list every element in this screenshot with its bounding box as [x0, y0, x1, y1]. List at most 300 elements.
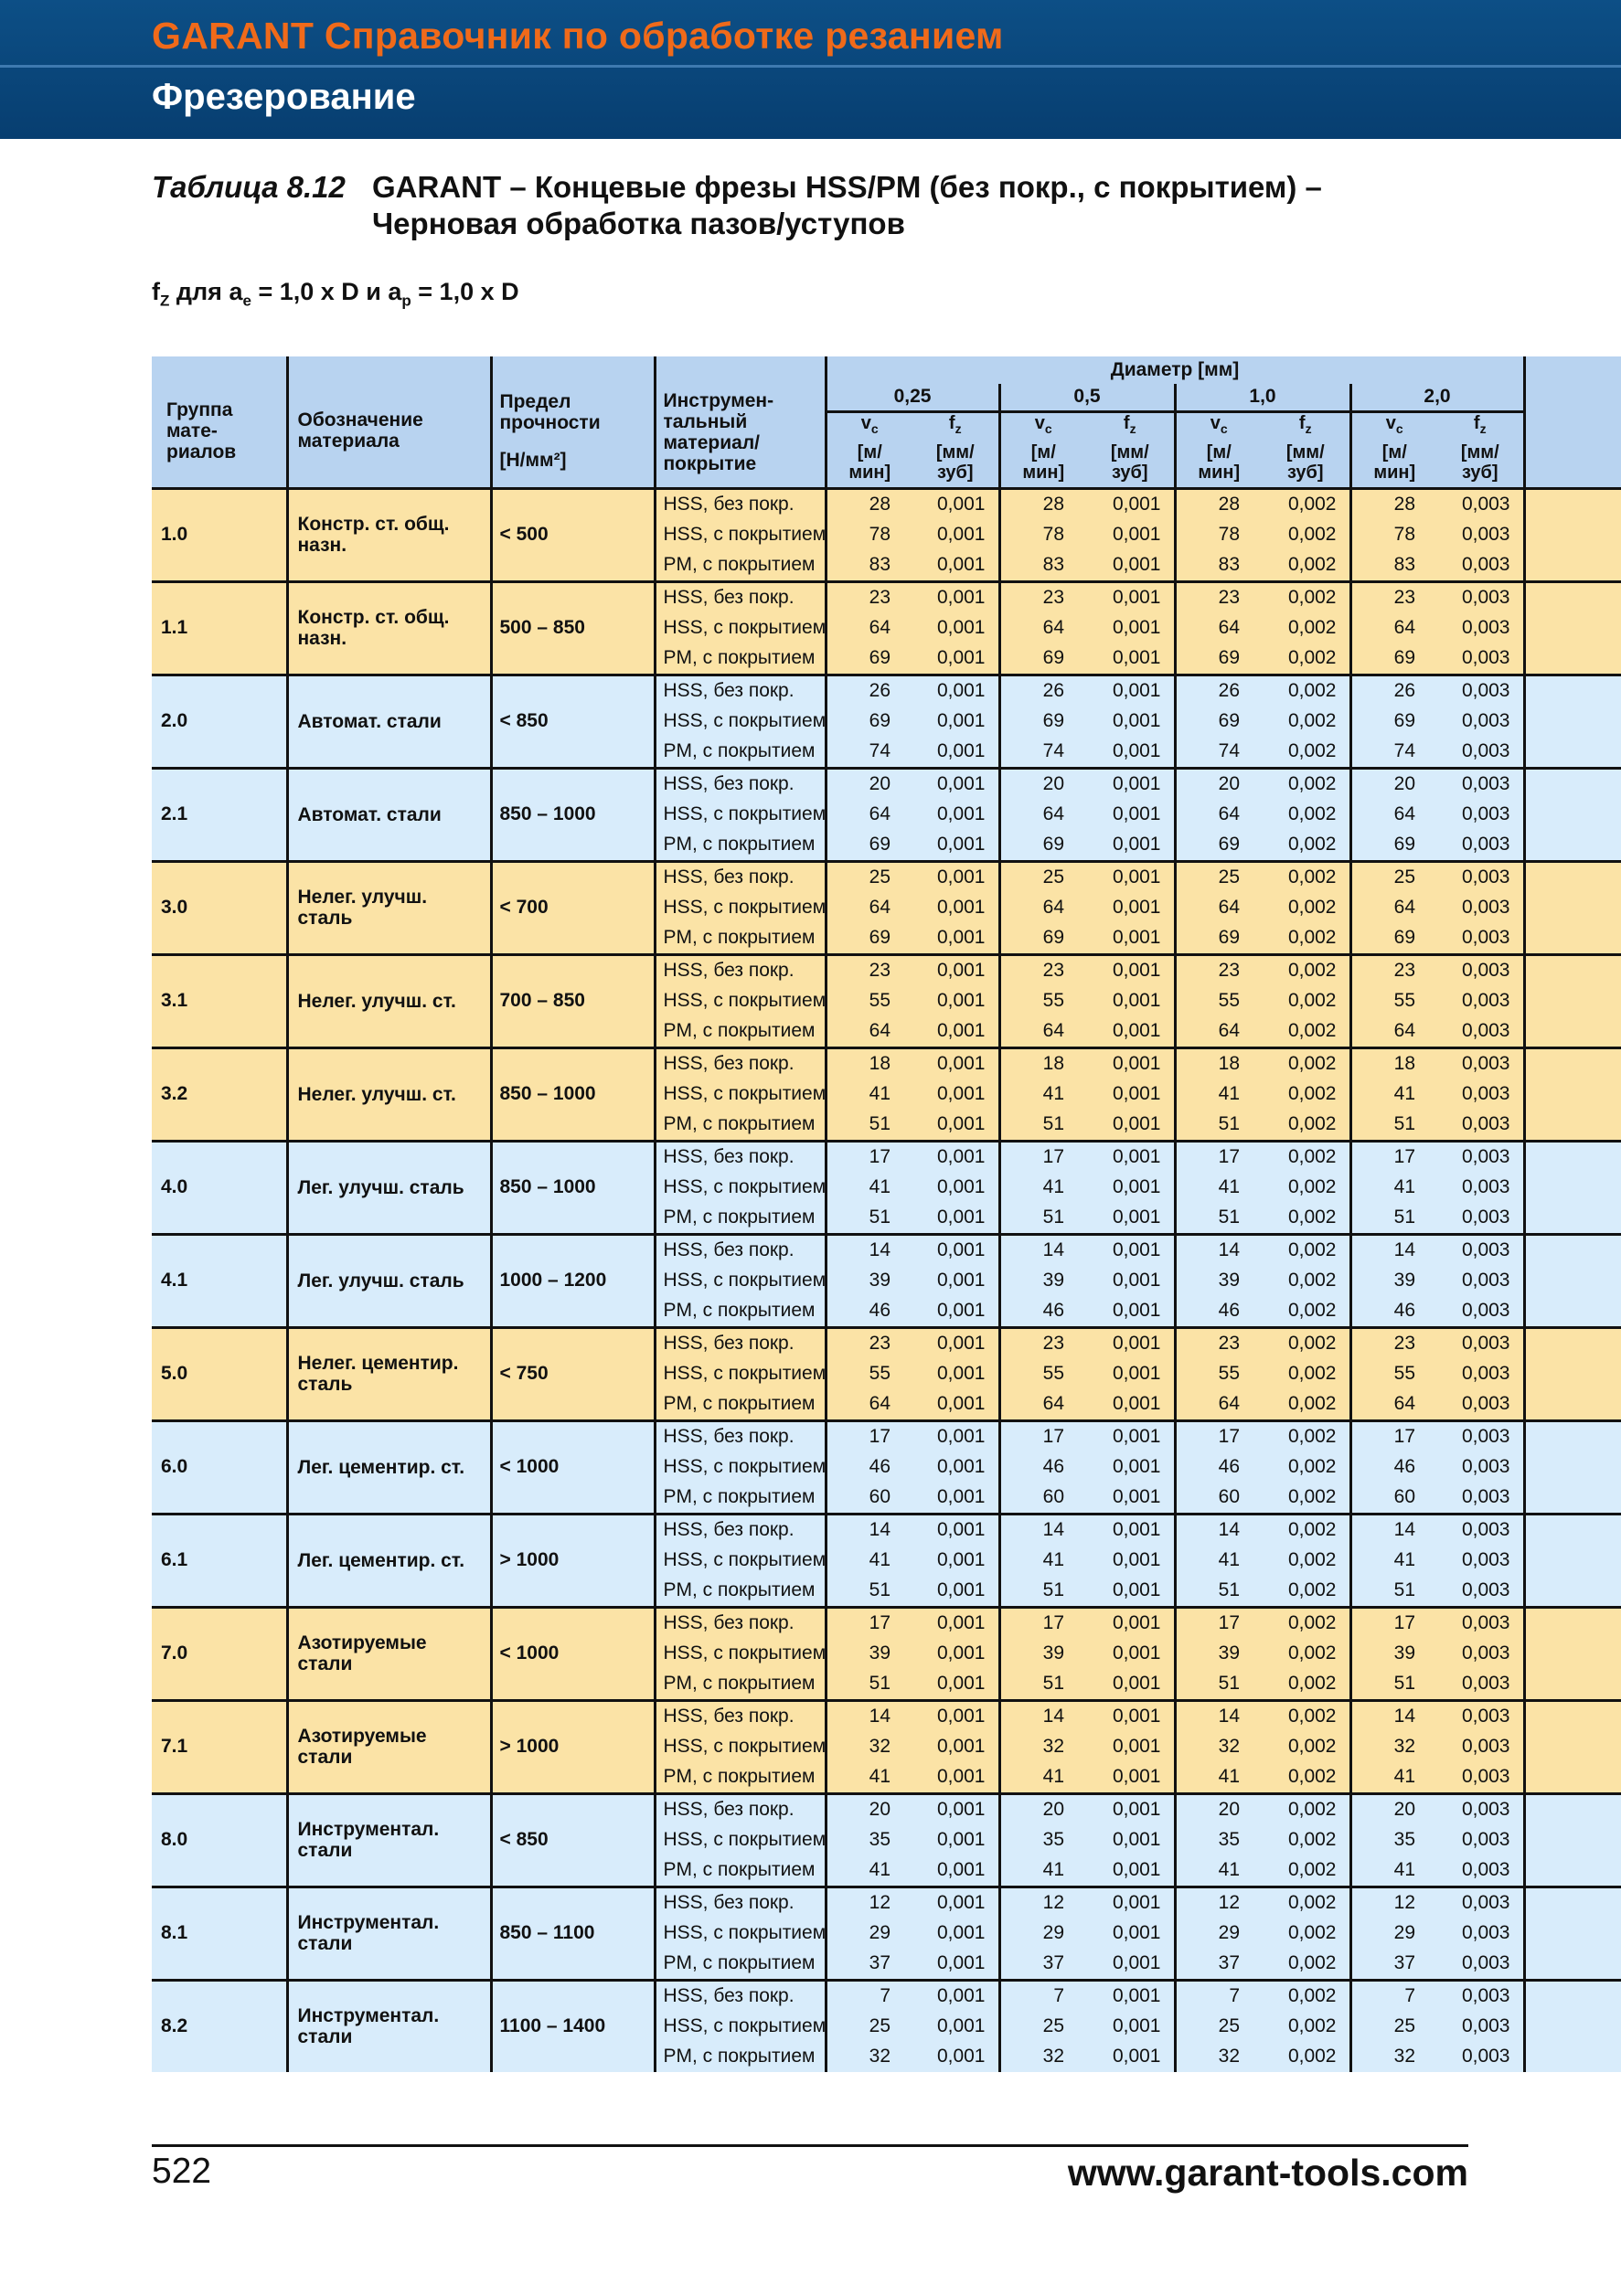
tensile-strength: 1100 – 1400: [491, 1980, 655, 2072]
header-fz-unit-0: [мм/ зуб]: [912, 439, 999, 488]
cutting-speed: 64: [1175, 613, 1262, 643]
cutting-speed: 46: [1175, 1452, 1262, 1483]
cutting-speed: 60: [826, 1483, 912, 1515]
cutting-speed: 64: [1175, 1016, 1262, 1048]
cutting-speed: 41: [826, 1546, 912, 1576]
cutting-speed: 25: [1175, 861, 1262, 893]
header-group: [152, 356, 287, 488]
feed-per-tooth: 0,001: [1086, 1732, 1175, 1762]
tensile-strength: 700 – 850: [491, 954, 655, 1047]
feed-per-tooth: 0,003: [1437, 893, 1524, 923]
feed-per-tooth: 0,002: [1262, 581, 1350, 613]
feed-per-tooth: 0,001: [1086, 1110, 1175, 1142]
tool-material: HSS, с покрытием: [655, 707, 826, 737]
cutting-speed: 23: [826, 954, 912, 986]
cutting-speed: 51: [1175, 1110, 1262, 1142]
cutting-speed: 74: [826, 737, 912, 769]
feed-per-tooth: 0,003: [1437, 581, 1524, 613]
cutting-speed: 20: [999, 1793, 1086, 1825]
feed-per-tooth: 0,001: [1086, 675, 1175, 707]
cutting-speed: 7: [999, 1980, 1086, 2012]
feed-per-tooth: 0,001: [1086, 1296, 1175, 1328]
note-p: p: [401, 292, 411, 310]
feed-per-tooth: 0,001: [1086, 707, 1175, 737]
cutting-speed: 39: [999, 1266, 1086, 1296]
cutting-speed: 55: [826, 986, 912, 1016]
feed-per-tooth: 0,003: [1437, 675, 1524, 707]
material-group: 8.0: [152, 1793, 287, 1887]
cutting-speed: 69: [1175, 830, 1262, 862]
feed-per-tooth: 0,001: [912, 923, 999, 955]
feed-per-tooth: 0,001: [912, 643, 999, 675]
cutting-speed: 41: [999, 1546, 1086, 1576]
material-group: 3.1: [152, 954, 287, 1047]
feed-per-tooth: 0,001: [1086, 954, 1175, 986]
cutting-speed: 17: [826, 1607, 912, 1639]
cutting-speed: 26: [999, 675, 1086, 707]
tool-material: HSS, без покр.: [655, 954, 826, 986]
feed-per-tooth: 0,003: [1437, 520, 1524, 550]
feed-per-tooth: 0,001: [1086, 800, 1175, 830]
cutting-speed: 23: [1175, 954, 1262, 986]
header-fz-0: [912, 411, 999, 439]
feed-per-tooth: 0,001: [912, 707, 999, 737]
feed-per-tooth: 0,001: [1086, 1327, 1175, 1359]
cutting-speed: 46: [826, 1452, 912, 1483]
feed-per-tooth: 0,003: [1437, 1793, 1524, 1825]
feed-per-tooth: 0,003: [1437, 830, 1524, 862]
feed-per-tooth: 0,003: [1437, 737, 1524, 769]
header-vc-unit-3: [м/ мин]: [1350, 439, 1437, 488]
fz-subscript: z: [954, 420, 962, 436]
tool-material: HSS, с покрытием: [655, 1079, 826, 1110]
header-strength: [491, 356, 655, 488]
cutting-speed: 51: [826, 1576, 912, 1608]
cutting-speed: 69: [1350, 643, 1437, 675]
cutting-speed: 25: [1350, 2012, 1437, 2042]
feed-per-tooth: 0,001: [912, 830, 999, 862]
feed-per-tooth: 0,002: [1262, 1762, 1350, 1794]
feed-per-tooth: 0,003: [1437, 1669, 1524, 1701]
feed-per-tooth: 0,002: [1262, 1079, 1350, 1110]
material-name: Лег. цементир. ст.: [287, 1420, 491, 1514]
cutting-speed: 69: [999, 707, 1086, 737]
feed-per-tooth: 0,001: [912, 1919, 999, 1949]
feed-per-tooth: 0,001: [912, 1452, 999, 1483]
cutting-speed: 37: [999, 1949, 1086, 1981]
row-edge: [1524, 581, 1621, 613]
feed-per-tooth: 0,003: [1437, 1732, 1524, 1762]
cutting-speed: 64: [826, 800, 912, 830]
table-row: [152, 1234, 1621, 1266]
feed-per-tooth: 0,001: [1086, 1949, 1175, 1981]
tool-material: HSS, с покрытием: [655, 800, 826, 830]
cutting-speed: 7: [826, 1980, 912, 2012]
cutting-speed: 64: [999, 1016, 1086, 1048]
feed-per-tooth: 0,001: [912, 1793, 999, 1825]
vc-symbol: v: [1210, 412, 1221, 433]
tool-material: HSS, с покрытием: [655, 1266, 826, 1296]
tensile-strength: < 850: [491, 675, 655, 768]
cutting-speed: 28: [999, 488, 1086, 520]
cutting-speed: 25: [1350, 861, 1437, 893]
cutting-speed: 51: [1175, 1669, 1262, 1701]
feed-per-tooth: 0,002: [1262, 986, 1350, 1016]
table-row: [152, 1607, 1621, 1639]
cutting-speed: 29: [999, 1919, 1086, 1949]
row-edge: [1524, 1919, 1621, 1949]
cutting-speed: 32: [1350, 2042, 1437, 2072]
material-name: Лег. цементир. ст.: [287, 1514, 491, 1607]
material-group: 6.1: [152, 1514, 287, 1607]
feed-per-tooth: 0,003: [1437, 1141, 1524, 1173]
page-header: [0, 0, 1621, 139]
material-name: Лег. улучш. сталь: [287, 1141, 491, 1234]
row-edge: [1524, 1016, 1621, 1048]
feed-per-tooth: 0,002: [1262, 1141, 1350, 1173]
cutting-speed: 23: [826, 581, 912, 613]
feed-per-tooth: 0,002: [1262, 488, 1350, 520]
table-row: [152, 1514, 1621, 1546]
header-vc-unit-1: [м/ мин]: [999, 439, 1086, 488]
vc-subscript: c: [870, 420, 879, 436]
page-number: 522: [152, 2152, 212, 2191]
cutting-speed: 60: [1350, 1483, 1437, 1515]
row-edge: [1524, 1327, 1621, 1359]
cutting-speed: 55: [1175, 1359, 1262, 1389]
tool-material: HSS, с покрытием: [655, 1546, 826, 1576]
tool-material: PM, с покрытием: [655, 1855, 826, 1887]
cutting-speed: 29: [1175, 1919, 1262, 1949]
feed-per-tooth: 0,002: [1262, 1420, 1350, 1452]
cutting-speed: 37: [1175, 1949, 1262, 1981]
cutting-speed: 41: [1350, 1855, 1437, 1887]
row-edge: [1524, 1700, 1621, 1732]
cutting-speed: 69: [1175, 643, 1262, 675]
feed-per-tooth: 0,001: [912, 1266, 999, 1296]
cutting-speed: 14: [1350, 1700, 1437, 1732]
material-name: Автомат. стали: [287, 768, 491, 861]
tool-material: PM, с покрытием: [655, 1110, 826, 1142]
fz-subscript: z: [1479, 420, 1487, 436]
feed-per-tooth: 0,001: [1086, 613, 1175, 643]
feed-per-tooth: 0,001: [912, 1047, 999, 1079]
row-edge: [1524, 1639, 1621, 1669]
cutting-speed: 64: [1175, 893, 1262, 923]
tensile-strength: 850 – 1000: [491, 768, 655, 861]
material-name: Автомат. стали: [287, 675, 491, 768]
table-row: [152, 768, 1621, 800]
vc-symbol: v: [860, 412, 871, 433]
cutting-speed: 46: [826, 1296, 912, 1328]
cutting-speed: 51: [826, 1669, 912, 1701]
cutting-speed: 55: [1350, 986, 1437, 1016]
row-edge: [1524, 1110, 1621, 1142]
feed-per-tooth: 0,003: [1437, 1639, 1524, 1669]
feed-per-tooth: 0,003: [1437, 800, 1524, 830]
tool-material: PM, с покрытием: [655, 737, 826, 769]
row-edge: [1524, 1514, 1621, 1546]
row-edge: [1524, 1452, 1621, 1483]
feed-note: [152, 278, 519, 310]
cutting-speed: 41: [1175, 1079, 1262, 1110]
header-material: [287, 356, 491, 488]
row-edge: [1524, 1389, 1621, 1421]
header-tool-label: Инструмен-тальный материал/ покрытие: [663, 390, 774, 475]
row-edge: [1524, 1173, 1621, 1203]
cutting-speed: 64: [1350, 893, 1437, 923]
feed-per-tooth: 0,002: [1262, 1327, 1350, 1359]
cutting-speed: 23: [1350, 581, 1437, 613]
feed-per-tooth: 0,002: [1262, 1296, 1350, 1328]
cutting-speed: 17: [999, 1607, 1086, 1639]
tensile-strength: 1000 – 1200: [491, 1234, 655, 1327]
cutting-speed: 41: [1350, 1762, 1437, 1794]
cutting-speed: 23: [1175, 1327, 1262, 1359]
cutting-speed: 17: [1350, 1141, 1437, 1173]
cutting-speed: 41: [1350, 1079, 1437, 1110]
cutting-speed: 18: [1350, 1047, 1437, 1079]
feed-per-tooth: 0,002: [1262, 1203, 1350, 1235]
row-edge: [1524, 861, 1621, 893]
cutting-speed: 41: [999, 1762, 1086, 1794]
cutting-speed: 18: [999, 1047, 1086, 1079]
feed-per-tooth: 0,002: [1262, 550, 1350, 582]
cutting-speed: 14: [999, 1700, 1086, 1732]
cutting-speed: 64: [826, 893, 912, 923]
table-row: [152, 1047, 1621, 1079]
material-name: Нелег. улучш. сталь: [287, 861, 491, 954]
header-strength-label: Предел прочности: [499, 390, 601, 433]
feed-per-tooth: 0,002: [1262, 1047, 1350, 1079]
feed-per-tooth: 0,001: [912, 954, 999, 986]
feed-per-tooth: 0,001: [912, 1141, 999, 1173]
feed-per-tooth: 0,002: [1262, 1949, 1350, 1981]
tool-material: HSS, с покрытием: [655, 520, 826, 550]
feed-per-tooth: 0,001: [1086, 1483, 1175, 1515]
feed-per-tooth: 0,001: [912, 768, 999, 800]
cutting-speed: 64: [999, 800, 1086, 830]
feed-per-tooth: 0,001: [1086, 1825, 1175, 1855]
cutting-data-table: [152, 356, 1621, 2072]
feed-per-tooth: 0,002: [1262, 1173, 1350, 1203]
cutting-speed: 35: [1350, 1825, 1437, 1855]
cutting-speed: 17: [826, 1141, 912, 1173]
cutting-speed: 69: [1175, 707, 1262, 737]
header-diameter: Диаметр [мм]: [826, 356, 1524, 384]
feed-per-tooth: 0,001: [1086, 893, 1175, 923]
cutting-speed: 69: [1350, 830, 1437, 862]
cutting-speed: 41: [999, 1079, 1086, 1110]
feed-per-tooth: 0,002: [1262, 1980, 1350, 2012]
feed-per-tooth: 0,002: [1262, 800, 1350, 830]
material-group: 2.0: [152, 675, 287, 768]
material-name: Азотируемые стали: [287, 1700, 491, 1793]
row-edge: [1524, 550, 1621, 582]
cutting-speed: 39: [1175, 1266, 1262, 1296]
tensile-strength: < 700: [491, 861, 655, 954]
table-row: [152, 1887, 1621, 1919]
cutting-speed: 14: [1350, 1514, 1437, 1546]
cutting-speed: 17: [1175, 1141, 1262, 1173]
feed-per-tooth: 0,003: [1437, 1855, 1524, 1887]
header-material-label: Обозначение материала: [297, 409, 423, 452]
cutting-speed: 74: [999, 737, 1086, 769]
row-edge: [1524, 1047, 1621, 1079]
feed-per-tooth: 0,001: [1086, 1420, 1175, 1452]
feed-per-tooth: 0,001: [912, 550, 999, 582]
row-edge: [1524, 1855, 1621, 1887]
header-strength-unit: [Н/мм²]: [499, 449, 567, 471]
vc-symbol: v: [1034, 412, 1045, 433]
feed-per-tooth: 0,001: [1086, 488, 1175, 520]
feed-per-tooth: 0,002: [1262, 1793, 1350, 1825]
fz-symbol: f: [948, 412, 955, 433]
cutting-speed: 69: [826, 707, 912, 737]
feed-per-tooth: 0,001: [912, 1296, 999, 1328]
feed-per-tooth: 0,002: [1262, 1576, 1350, 1608]
cutting-speed: 46: [1350, 1452, 1437, 1483]
cutting-speed: 26: [1350, 675, 1437, 707]
cutting-speed: 37: [1350, 1949, 1437, 1981]
vc-subscript: c: [1220, 420, 1228, 436]
tool-material: HSS, с покрытием: [655, 613, 826, 643]
cutting-speed: 69: [1350, 707, 1437, 737]
feed-per-tooth: 0,003: [1437, 1607, 1524, 1639]
feed-per-tooth: 0,001: [1086, 1266, 1175, 1296]
feed-per-tooth: 0,002: [1262, 1732, 1350, 1762]
row-edge: [1524, 643, 1621, 675]
feed-per-tooth: 0,003: [1437, 1266, 1524, 1296]
feed-per-tooth: 0,001: [1086, 1576, 1175, 1608]
material-name: Лег. улучш. сталь: [287, 1234, 491, 1327]
cutting-speed: 20: [999, 768, 1086, 800]
cutting-speed: 51: [999, 1203, 1086, 1235]
row-edge: [1524, 1234, 1621, 1266]
cutting-speed: 28: [1350, 488, 1437, 520]
material-name: Нелег. цементир. сталь: [287, 1327, 491, 1420]
cutting-speed: 20: [826, 768, 912, 800]
tool-material: PM, с покрытием: [655, 1762, 826, 1794]
cutting-speed: 18: [826, 1047, 912, 1079]
feed-per-tooth: 0,001: [1086, 1514, 1175, 1546]
fz-subscript: z: [1129, 420, 1136, 436]
row-edge: [1524, 675, 1621, 707]
row-edge: [1524, 1296, 1621, 1328]
cutting-speed: 64: [826, 1389, 912, 1421]
feed-per-tooth: 0,002: [1262, 1266, 1350, 1296]
cutting-speed: 60: [1175, 1483, 1262, 1515]
feed-per-tooth: 0,002: [1262, 1639, 1350, 1669]
feed-per-tooth: 0,001: [912, 2012, 999, 2042]
tool-material: HSS, без покр.: [655, 861, 826, 893]
cutting-speed: 51: [999, 1576, 1086, 1608]
feed-per-tooth: 0,001: [1086, 1762, 1175, 1794]
feed-per-tooth: 0,003: [1437, 1980, 1524, 2012]
feed-per-tooth: 0,002: [1262, 923, 1350, 955]
feed-per-tooth: 0,001: [912, 520, 999, 550]
tool-material: PM, с покрытием: [655, 550, 826, 582]
cutting-speed: 17: [1350, 1607, 1437, 1639]
feed-per-tooth: 0,001: [1086, 1359, 1175, 1389]
material-group: 7.1: [152, 1700, 287, 1793]
feed-per-tooth: 0,003: [1437, 2012, 1524, 2042]
cutting-speed: 39: [999, 1639, 1086, 1669]
feed-per-tooth: 0,002: [1262, 1700, 1350, 1732]
cutting-speed: 41: [1350, 1546, 1437, 1576]
cutting-speed: 14: [999, 1234, 1086, 1266]
feed-per-tooth: 0,001: [1086, 1389, 1175, 1421]
cutting-speed: 17: [999, 1420, 1086, 1452]
tensile-strength: > 1000: [491, 1514, 655, 1607]
row-edge: [1524, 1079, 1621, 1110]
row-edge: [1524, 707, 1621, 737]
cutting-speed: 23: [1350, 954, 1437, 986]
feed-per-tooth: 0,001: [912, 986, 999, 1016]
feed-per-tooth: 0,002: [1262, 643, 1350, 675]
cutting-speed: 25: [999, 2012, 1086, 2042]
material-name: Нелег. улучш. ст.: [287, 954, 491, 1047]
row-edge: [1524, 1949, 1621, 1981]
feed-per-tooth: 0,002: [1262, 1452, 1350, 1483]
tool-material: HSS, без покр.: [655, 1141, 826, 1173]
row-edge: [1524, 520, 1621, 550]
material-group: 8.1: [152, 1887, 287, 1980]
header-edge: [1524, 356, 1621, 488]
table-number: Таблица 8.12: [152, 170, 346, 204]
header-vc-1: [999, 411, 1086, 439]
feed-per-tooth: 0,002: [1262, 861, 1350, 893]
cutting-speed: 14: [999, 1514, 1086, 1546]
feed-per-tooth: 0,003: [1437, 1079, 1524, 1110]
cutting-speed: 28: [826, 488, 912, 520]
cutting-speed: 78: [999, 520, 1086, 550]
feed-per-tooth: 0,001: [912, 1700, 999, 1732]
fz-symbol: f: [1123, 412, 1130, 433]
header-diameter-2: 1,0: [1175, 384, 1350, 411]
feed-per-tooth: 0,001: [1086, 2042, 1175, 2072]
cutting-speed: 29: [1350, 1919, 1437, 1949]
feed-per-tooth: 0,002: [1262, 1887, 1350, 1919]
feed-per-tooth: 0,001: [1086, 861, 1175, 893]
cutting-speed: 37: [826, 1949, 912, 1981]
feed-per-tooth: 0,003: [1437, 488, 1524, 520]
feed-per-tooth: 0,002: [1262, 1669, 1350, 1701]
row-edge: [1524, 768, 1621, 800]
material-name: Азотируемые стали: [287, 1607, 491, 1700]
tool-material: PM, с покрытием: [655, 1296, 826, 1328]
cutting-speed: 55: [999, 986, 1086, 1016]
cutting-speed: 51: [999, 1110, 1086, 1142]
table-row: [152, 675, 1621, 707]
note-t2: = 1,0 x D и a: [251, 278, 402, 305]
tool-material: HSS, с покрытием: [655, 1732, 826, 1762]
header-diameter-1: 0,5: [999, 384, 1175, 411]
feed-per-tooth: 0,003: [1437, 550, 1524, 582]
cutting-speed: 41: [826, 1855, 912, 1887]
tool-material: HSS, без покр.: [655, 675, 826, 707]
tensile-strength: 500 – 850: [491, 581, 655, 675]
row-edge: [1524, 1793, 1621, 1825]
feed-per-tooth: 0,003: [1437, 1296, 1524, 1328]
feed-per-tooth: 0,001: [912, 1016, 999, 1048]
table-row: [152, 1980, 1621, 2012]
row-edge: [1524, 613, 1621, 643]
row-edge: [1524, 1732, 1621, 1762]
table-row: [152, 1793, 1621, 1825]
feed-per-tooth: 0,001: [1086, 581, 1175, 613]
feed-per-tooth: 0,003: [1437, 1047, 1524, 1079]
